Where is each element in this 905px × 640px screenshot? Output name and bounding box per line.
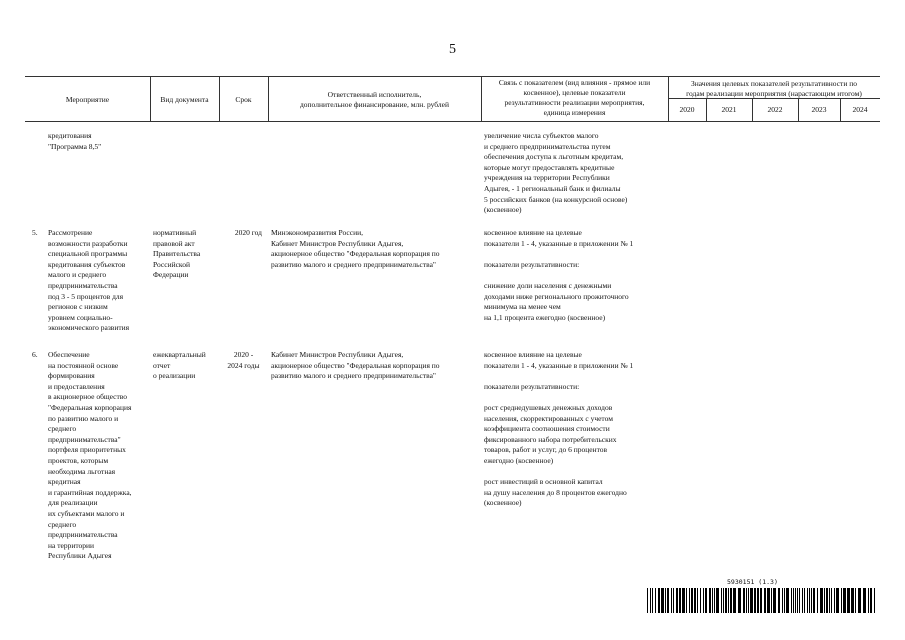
- header-responsible: Ответственный исполнитель, дополнительное финансирование, млн. рублей: [299, 90, 450, 109]
- header-year: 2022: [767, 105, 783, 114]
- row-responsible: Минэкономразвития России, Кабинет Министров Республики Адыгея, акционерное общество "Федеральная корпорация по развитию малого и среднего предпринимательства": [271, 228, 440, 269]
- row-number: 6.: [32, 350, 38, 359]
- row-number: 5.: [32, 228, 38, 237]
- row-term: 2020 год: [234, 228, 262, 237]
- row-measure: Рассмотрение возможности разработки специальной программы кредитования субъектов малого и среднего предпринимательства под 3 - 5 процентов для регионов с низким уровнем социально- экономического развития: [48, 228, 130, 333]
- table-top-rule: [25, 76, 880, 77]
- row-link: косвенное влияние на целевые показатели 1 - 4, указанные в приложении № 1 показатели результативности: рост среднедушевых денежных доходов населения, скорректированных с учетом коэффициента соотношения стоимости фиксированного набора потребительских товаров, работ и услуг, до 6 процентов ежегодно (косвенное) рост инвестиций в основной капитал на душу населения до 8 процентов ежегодно (косвенное): [484, 350, 634, 508]
- row-term: 2020 - 2024 годы: [227, 350, 260, 370]
- page-number: 5: [449, 42, 456, 57]
- header-year: 2020: [679, 105, 695, 114]
- header-measure: Мероприятие: [65, 95, 110, 104]
- row-doc-type: ежеквартальный отчет о реализации: [153, 350, 206, 381]
- row-doc-type: нормативный правовой акт Правительства Российской Федерации: [153, 228, 201, 280]
- row-link: косвенное влияние на целевые показатели 1 - 4, указанные в приложении № 1 показатели результативности: снижение доли населения с денежными доходами ниже регионального прожиточного минимума на менее чем на 1,1 процента ежегодно (косвенное): [484, 228, 634, 322]
- row-measure: кредитования "Программа 8,5": [48, 131, 102, 151]
- row-link: увеличение числа субъектов малого и среднего предпринимательства путем обеспечения доступа к льготным кредитам, которые могут предоставлять кредитные учреждения на территории Республики Адыгея, - 1 региональный банк и филиалы 5 российских банков (на конкурсной основе) (косвенное): [484, 131, 628, 215]
- header-targets: Значения целевых показателей результативности по годам реализации мероприятия (нарастающим итогом): [686, 79, 862, 98]
- header-doc-type: Вид документа: [160, 95, 209, 104]
- barcode-image: [647, 588, 877, 613]
- header-link: Связь с показателем (вид влияния - прямое или косвенное), целевые показатели результативности реализации мероприятия, единица измерения: [498, 78, 651, 117]
- barcode-number: 5930151 (1.3): [727, 578, 778, 586]
- header-year: 2021: [721, 105, 737, 114]
- header-year: 2024: [852, 105, 868, 114]
- header-term: Срок: [235, 95, 252, 104]
- header-bottom-rule: [25, 121, 880, 122]
- header-year: 2023: [811, 105, 827, 114]
- row-responsible: Кабинет Министров Республики Адыгея, акционерное общество "Федеральная корпорация по развитию малого и среднего предпринимательства": [271, 350, 440, 381]
- row-measure: Обеспечение на постоянной основе формирования и предоставления в акционерное общество "Федеральная корпорация по развитию малого и среднего предпринимательства" портфеля приоритетных проектов, которым необходима льготная кредитная и гарантийная поддержка, для реализации их субъектами малого и среднего предпринимательства на территории Республики Адыгея: [48, 350, 132, 561]
